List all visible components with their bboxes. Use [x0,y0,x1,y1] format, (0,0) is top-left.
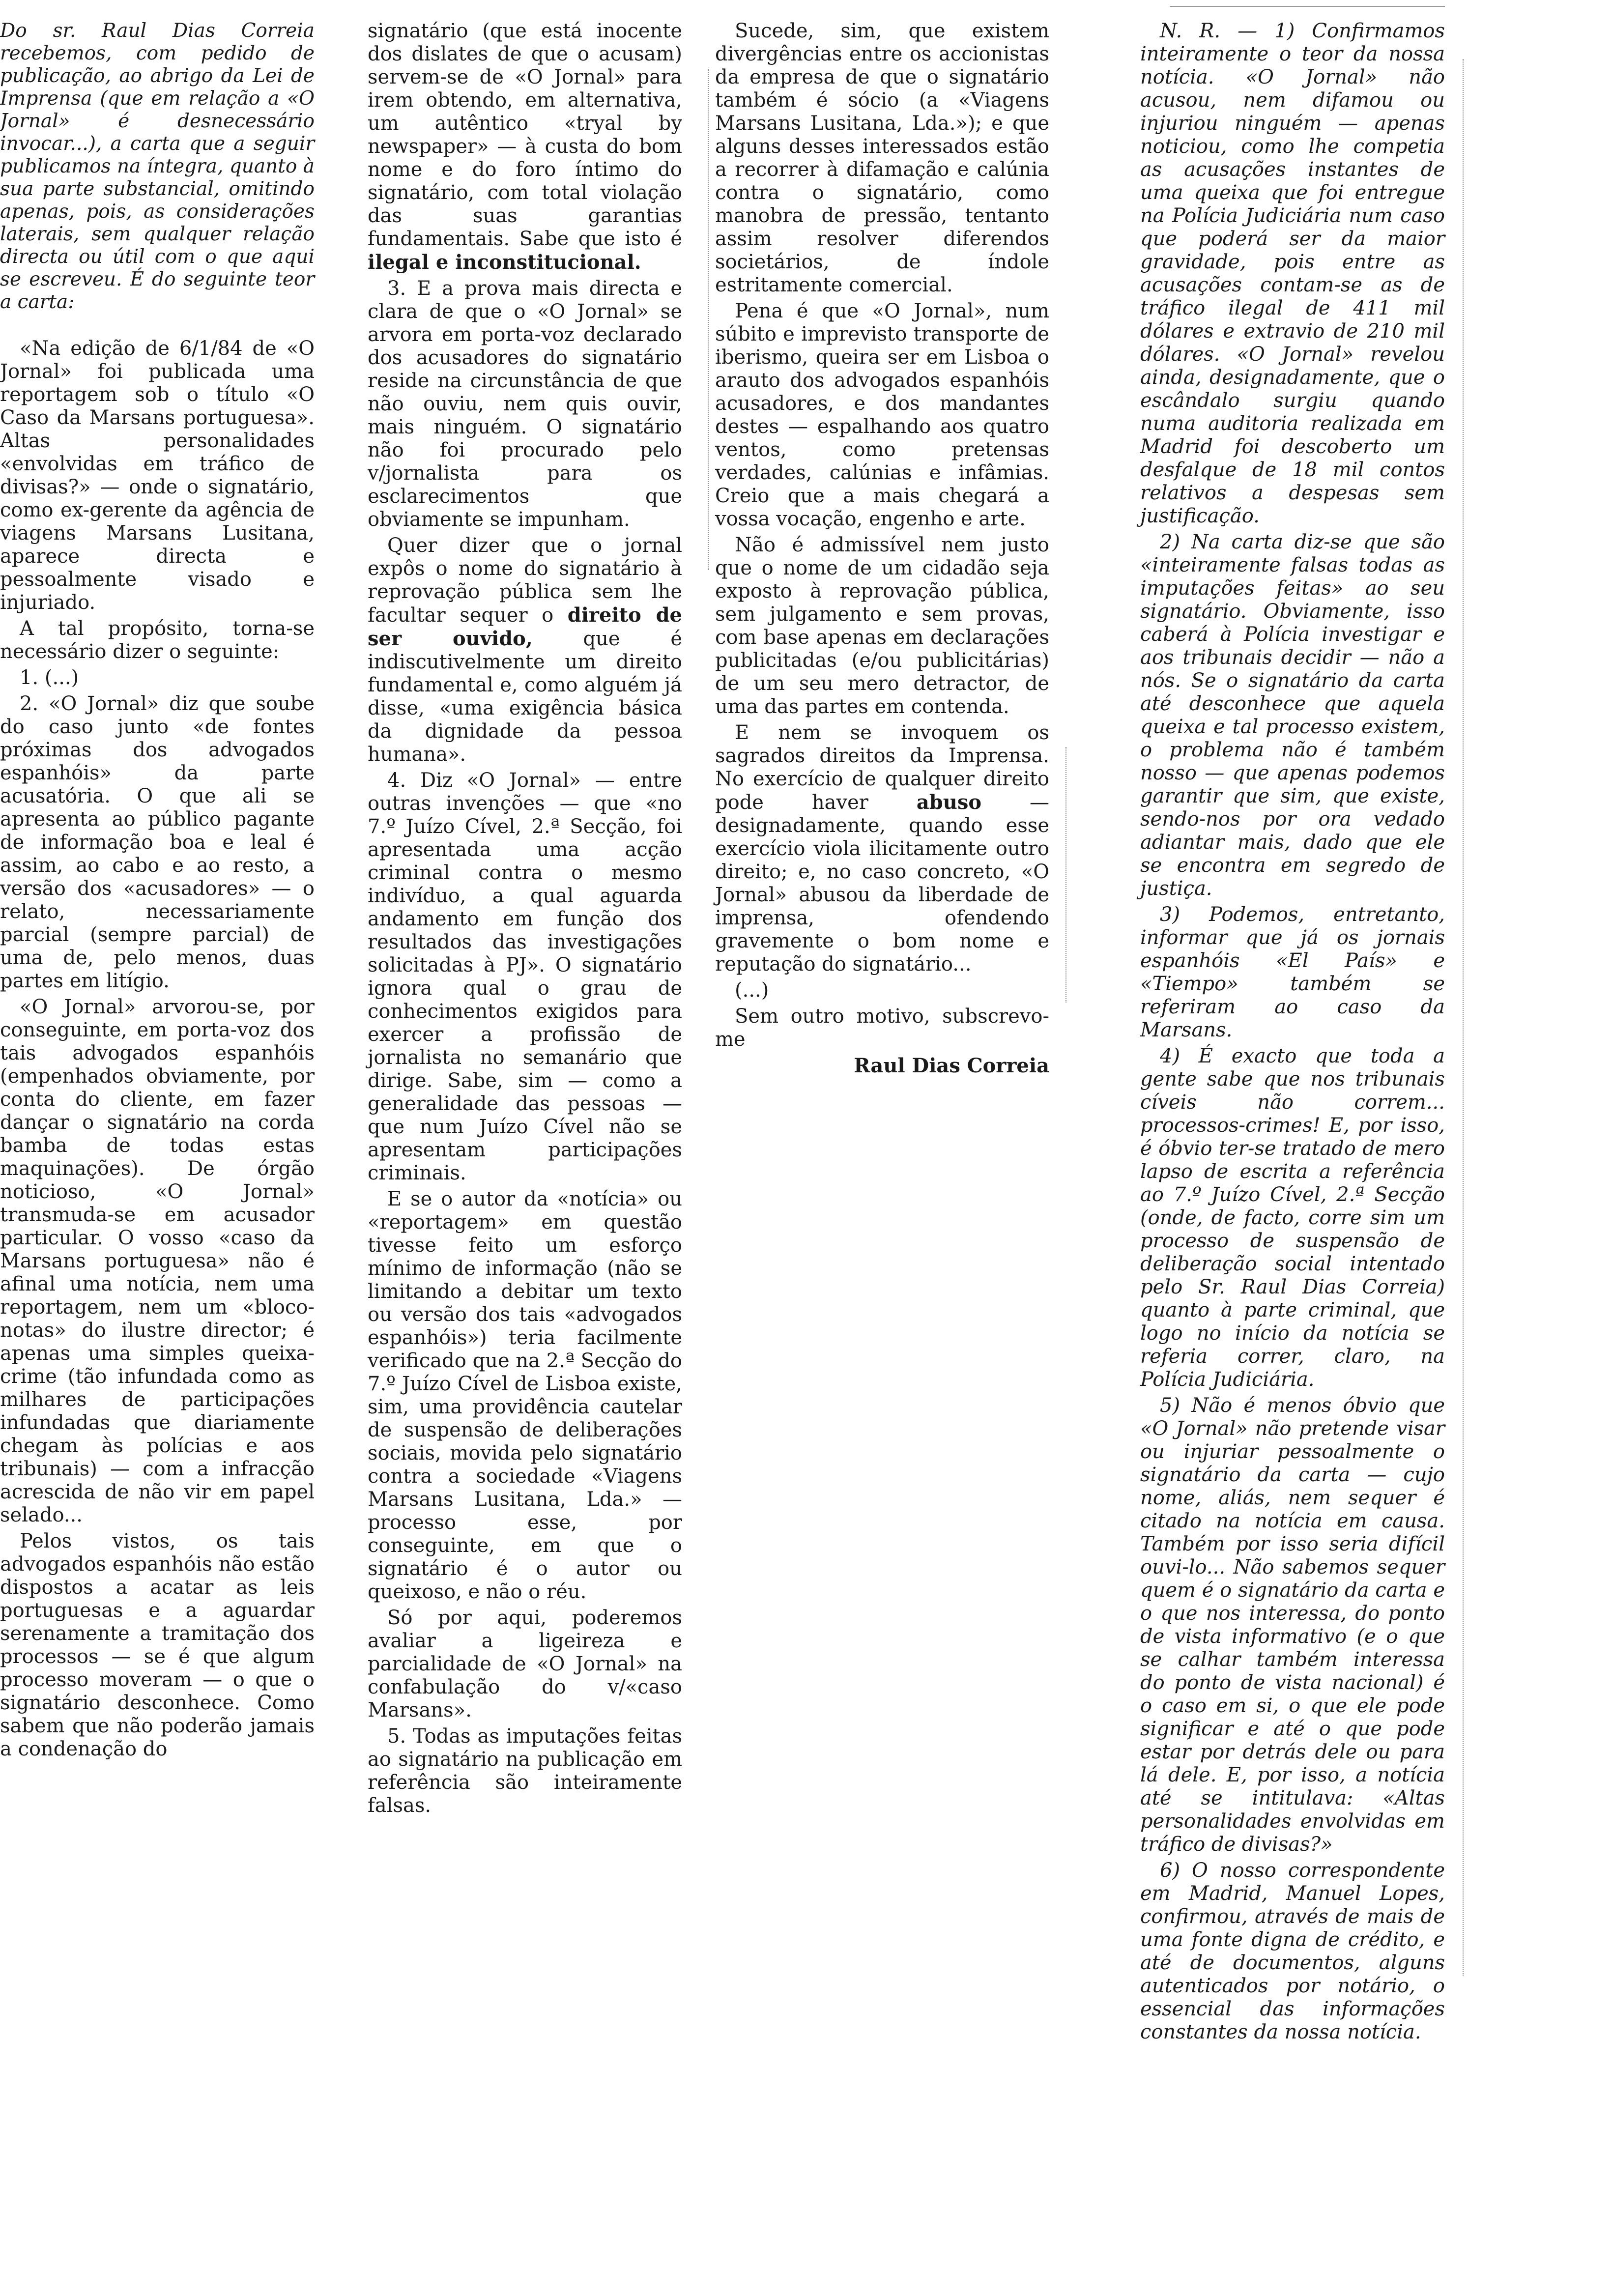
letter-paragraph: Pelos vistos, os tais advogados espanhóis não estão dispostos a acatar as leis portuguesas e a aguardar serenamente a tramitação dos processos — se é que algum processo moveram — o que o signatário desconhece. Como sabem que não poderão jamais a condenação do [0,1530,315,1760]
editorial-intro: Do sr. Raul Dias Correia recebemos, com pedido de publicação, ao abrigo da Lei de Imprensa (que em relação a «O Jornal» é desnecessário invocar...), a carta que a seguir publicamos na íntegra, quanto à sua parte substancial, omitindo apenas, pois, as considerações laterais, sem qualquer relação directa ou útil com o que aqui se escreveu. É do seguinte teor a carta: [0,20,315,313]
letter-paragraph: Pena é que «O Jornal», num súbito e imprevisto transporte de iberismo, queira ser em Lisboa o arauto dos advogados espanhóis acusadores, e dos mandantes destes — espalhando aos quatro ventos, como pretensas verdades, calúnias e infâmias. Creio que a mais chegará a vossa vocação, engenho e arte. [715,300,1049,530]
emphasis-text: direito de ser ouvido, [368,603,682,650]
letter-paragraph: Só por aqui, poderemos avaliar a ligeireza e parcialidade de «O Jornal» na confabulação do v/«caso Marsans». [368,1607,682,1722]
letter-paragraph: 1. (...) [20,666,79,689]
note-paragraph: 2) Na carta diz-se que são «inteiramente falsas todas as imputações feitas» ao seu signatário. Obviamente, isso caberá à Polícia investigar e aos tribunais decidir — não a nós. Se o signatário da carta até desconhece que aquela queixa e tal processo existem, o problema não é também nosso — que apenas podemos garantir que sim, que existe, sendo-nos por ora vedado adiantar mais, dado que ele se encontra em segredo de justiça. [1140,531,1445,900]
note-paragraph: 6) O nosso correspondente em Madrid, Manuel Lopes, confirmou, através de mais de uma fonte digna de crédito, e até de documentos, alguns autenticados por notário, o essencial das informações constantes da nossa notícia. [1140,1859,1445,2043]
text-run: signatário (que está inocente dos dislates de que o acusam) servem-se de «O Jornal» para irem obtendo, em alternativa, um autêntico «tryal by newspaper» — à custa do bom nome e do foro íntimo do signatário, com total violação das suas garantias fundamentais. Sabe que isto é [368,20,682,250]
letter-paragraph: Sem outro motivo, subscrevo-me [715,1005,1049,1051]
letter-paragraph: 5. Todas as imputações feitas ao signatário na publicação em referência são inteiramente falsas. [368,1725,682,1817]
letter-paragraph: A tal propósito, torna-se necessário dizer o seguinte: [0,617,315,663]
emphasis-text: abuso [916,791,982,814]
letter-paragraph: 3. E a prova mais directa e clara de que o «O Jornal» se arvora em porta-voz declarado dos acusadores do signatário reside na circunstância de que não ouviu, nem quis ouvir, mais ninguém. O signatário não foi procurado pelo v/jornalista para os esclarecimentos que obviamente se impunham. [368,277,682,531]
column-1 [0,20,315,1764]
column-3 [715,20,1049,1080]
letter-paragraph [368,534,682,766]
note-paragraph: 4) É exacto que toda a gente sabe que nos tribunais cíveis não correm... processos-crimes! E, por isso, é óbvio ter-se tratado de mero lapso de escrita a referência ao 7.º Juízo Cível, 2.ª Secção (onde, de facto, corre sim um processo de suspensão de deliberação social intentado pelo Sr. Raul Dias Correia) quanto à parte criminal, que logo no início da notícia se referia correr, claro, na Polícia Judiciária. [1140,1045,1445,1391]
column-separator [1065,747,1066,1003]
top-rule [1170,6,1445,7]
column-4-editorial-note [1140,20,1445,2047]
letter-paragraph: «O Jornal» arvorou-se, por conseguinte, em porta-voz dos tais advogados espanhóis (empenhados obviamente, por conta do cliente, em fazer dançar o signatário na corda bamba de todas estas maquinações). De órgão noticioso, «O Jornal» transmuda-se em acusador particular. O vosso «caso da Marsans portuguesa» não é afinal uma notícia, nem uma reportagem, nem um «bloco-notas» do ilustre director; é apenas uma simples queixa-crime (tão infundada como as milhares de participações infundadas que diariamente chegam às polícias e aos tribunais) — com a infracção acrescida de não vir em papel selado... [0,996,315,1526]
letter-paragraph [715,721,1049,976]
letter-paragraph: E se o autor da «notícia» ou «reportagem» em questão tivesse feito um esforço mínimo de informação (não se limitando a debitar um texto ou versão dos tais «advogados espanhóis») teria facilmente verificado que na 2.ª Secção do 7.º Juízo Cível de Lisboa existe, sim, uma providência cautelar de suspensão de deliberações sociais, movida pelo signatário contra a sociedade «Viagens Marsans Lusitana, Lda.» — processo esse, por conseguinte, em que o signatário é o autor ou queixoso, e não o réu. [368,1188,682,1603]
letter-paragraph: (...) [735,979,769,1002]
column-separator [1463,59,1464,1976]
column-2 [368,20,682,1820]
note-paragraph: 3) Podemos, entretanto, informar que já os jornais espanhóis «El País» e «Tiempo» também se referiram ao caso da Marsans. [1140,903,1445,1041]
letter-paragraph: 4. Diz «O Jornal» — entre outras invenções — que «no 7.º Juízo Cível, 2.ª Secção, foi apresentada uma acção criminal contra o mesmo indivíduo, a qual aguarda andamento em função dos resultados das investigações solicitadas à PJ». O signatário ignora qual o grau de conhecimentos exigidos para exercer a profissão de jornalista no semanário que dirige. Sabe, sim — como a generalidade das pessoas — que num Juízo Cível não se apresentam participações criminais. [368,769,682,1184]
letter-paragraph: Sucede, sim, que existem divergências entre os accionistas da empresa de que o signatário também é sócio (a «Viagens Marsans Lusitana, Lda.»); e que alguns desses interessados estão a recorrer à difamação e calúnia contra o signatário, como manobra de pressão, tentanto assim resolver diferendos societários, de índole estritamente comercial. [715,20,1049,296]
letter-paragraph: «Na edição de 6/1/84 de «O Jornal» foi publicada uma reportagem sob o título «O Caso da Marsans portuguesa». Altas personalidades «envolvidas em tráfico de divisas?» — onde o signatário, como ex-gerente da agência de viagens Marsans Lusitana, aparece directa e pessoalmente visado e injuriado. [0,337,315,614]
letter-paragraph: Não é admissível nem justo que o nome de um cidadão seja exposto à reprovação pública, sem julgamento e sem provas, com base apenas em declarações publicitadas (e/ou publicitárias) de um seu mero detractor, de uma das partes em contenda. [715,534,1049,718]
text-run: Quer dizer que o jornal expôs o nome do signatário à reprovação pública sem lhe facultar sequer o [368,534,682,627]
note-paragraph: 5) Não é menos óbvio que «O Jornal» não pretende visar ou injuriar pessoalmente o signatário da carta — cujo nome, aliás, nem sequer é citado na notícia em causa. Também por isso seria difícil ouvi-lo... Não sabemos sequer quem é o signatário da carta e o que nos interessa, do ponto de vista informativo (e o que se calhar também interessa do ponto de vista nacional) é o caso em si, o que ele pode significar e até o que pode estar por detrás dele ou para lá dele. E, por isso, a notícia até se intitulava: «Altas personalidades envolvidas em tráfico de divisas?» [1140,1394,1445,1856]
letter-paragraph [368,20,682,274]
emphasis-text: ilegal e inconstitucional. [368,251,641,274]
letter-paragraph: 2. «O Jornal» diz que soube do caso junto «de fontes próximas dos advogados espanhóis» da parte acusatória. O que ali se apresenta ao público pagante de informação boa e leal é assim, ao cabo e ao resto, a versão dos «acusadores» — o relato, necessariamente parcial (sempre parcial) de uma de, pelo menos, duas partes em litígio. [0,692,315,992]
text-run: — designadamente, quando esse exercício viola ilicitamente outro direito; e, no caso concreto, «O Jornal» abusou da liberdade de imprensa, ofendendo gravemente o bom nome e reputação do signatário... [715,791,1049,976]
text-run: que é indiscutivelmente um direito fundamental e, como alguém já disse, «uma exigência básica da dignidade da pessoa humana». [368,628,682,766]
signature: Raul Dias Correia [854,1054,1049,1077]
column-separator [708,69,709,570]
text-run: E nem se invoquem os sagrados direitos da Imprensa. No exercício de qualquer direito pode haver [715,721,1049,814]
note-paragraph: N. R. — 1) Confirmamos inteiramente o teor da nossa notícia. «O Jornal» não acusou, nem difamou ou injuriou ninguém — apenas noticiou, como lhe competia as acusações instantes de uma queixa que foi entregue na Polícia Judiciária num caso que poderá ser da maior gravidade, pois entre as acusações contam-se as de tráfico ilegal de 411 mil dólares e extravio de 210 mil dólares. «O Jornal» revelou ainda, designadamente, que o escândalo surgiu quando numa auditoria realizada em Madrid foi descoberto um desfalque de 18 mil contos relativos a despesas sem justificação. [1140,20,1445,527]
